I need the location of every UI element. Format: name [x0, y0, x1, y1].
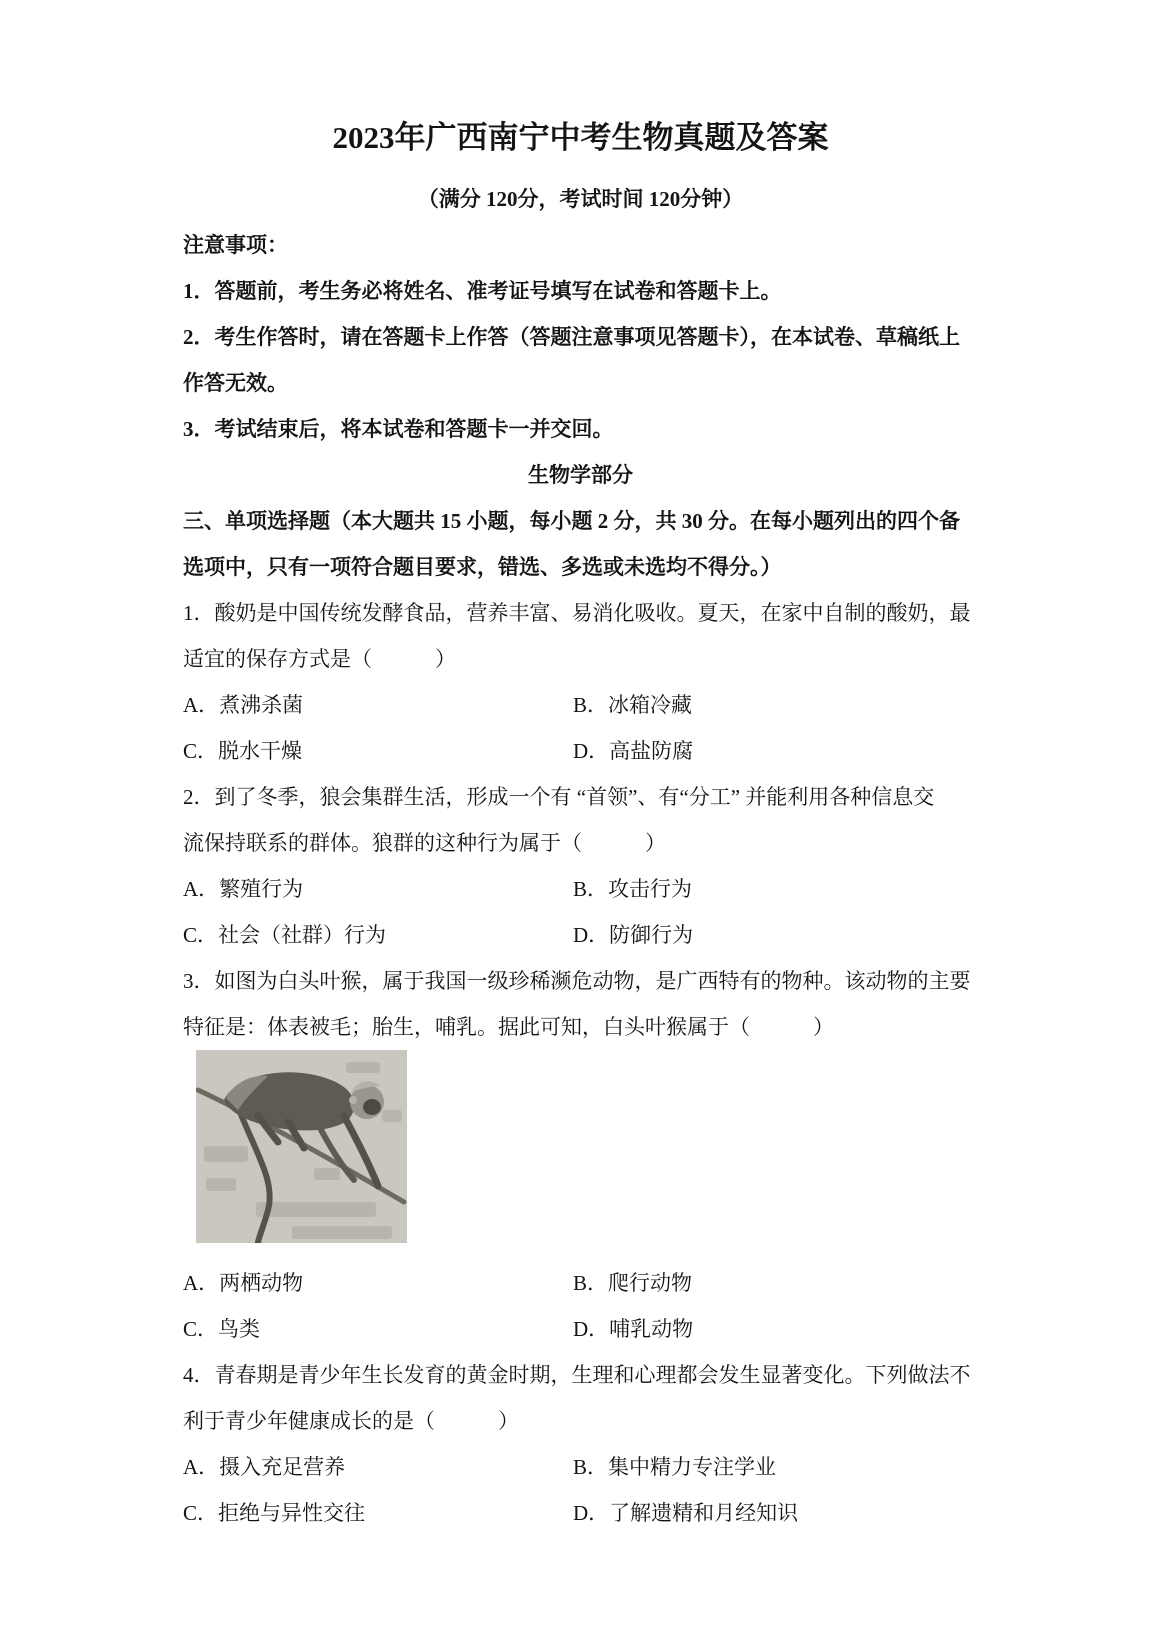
- question-2-option-C: C．社会（社群）行为: [183, 923, 387, 947]
- question-3-option-C: C．鸟类: [183, 1317, 261, 1341]
- document-subtitle: （满分 120分，考试时间 120分钟）: [417, 187, 744, 211]
- question-2-stem-line-1: 2．到了冬季，狼会集群生活，形成一个有 “首领”、有“分工” 并能利用各种信息交: [183, 785, 935, 809]
- question-3-stem-line-1: 3．如图为白头叶猴，属于我国一级珍稀濒危动物，是广西特有的物种。该动物的主要: [183, 969, 971, 993]
- document-title: 2023年广西南宁中考生物真题及答案: [332, 120, 829, 155]
- question-4-option-row: [183, 1444, 978, 1490]
- question-1: [183, 590, 978, 774]
- question-3-option-row: [183, 1260, 978, 1306]
- question-1-option-row: [183, 728, 978, 774]
- question-2-option-A: A．繁殖行为: [183, 877, 304, 901]
- notice-line-2-continued: 作答无效。: [183, 371, 288, 395]
- section-intro-line-1: 三、单项选择题（本大题共 15 小题，每小题 2 分，共 30 分。在每小题列出的四个备: [183, 509, 960, 533]
- langur-photo: [196, 1050, 407, 1243]
- question-4: [183, 1352, 978, 1536]
- question-2: [183, 774, 978, 958]
- question-1-option-D: D．高盐防腐: [573, 739, 694, 763]
- question-3-option-row: [183, 1306, 978, 1352]
- section-heading: 生物学部分: [528, 463, 633, 487]
- question-4-option-C: C．拒绝与异性交往: [183, 1501, 366, 1525]
- question-2-option-D: D．防御行为: [573, 923, 694, 947]
- question-2-option-B: B．攻击行为: [573, 877, 693, 901]
- question-2-option-row: [183, 912, 978, 958]
- question-4-option-B: B．集中精力专注学业: [573, 1455, 777, 1479]
- questions-list: [183, 590, 978, 1536]
- question-1-option-B: B．冰箱冷藏: [573, 693, 693, 717]
- question-4-stem-line-2: 利于青少年健康成长的是（ ）: [183, 1409, 519, 1433]
- question-1-option-C: C．脱水干燥: [183, 739, 303, 763]
- langur-photo-image: [196, 1050, 407, 1243]
- question-4-stem-line-1: 4．青春期是青少年生长发育的黄金时期，生理和心理都会发生显著变化。下列做法不: [183, 1363, 971, 1387]
- question-4-option-D: D．了解遗精和月经知识: [573, 1501, 799, 1525]
- question-2-stem-line-2: 流保持联系的群体。狼群的这种行为属于（ ）: [183, 831, 666, 855]
- section-intro-line-2: 选项中，只有一项符合题目要求，错选、多选或未选均不得分。）: [183, 555, 782, 579]
- question-1-option-A: A．煮沸杀菌: [183, 693, 304, 717]
- question-4-option-row: [183, 1490, 978, 1536]
- question-1-option-row: [183, 682, 978, 728]
- question-2-option-row: [183, 866, 978, 912]
- question-3-option-A: A．两栖动物: [183, 1271, 304, 1295]
- question-3-option-B: B．爬行动物: [573, 1271, 693, 1295]
- notice-line-2: 2．考生作答时，请在答题卡上作答（答题注意事项见答题卡），在本试卷、草稿纸上: [183, 325, 960, 349]
- question-3: [183, 958, 978, 1352]
- question-1-stem-line-1: 1．酸奶是中国传统发酵食品，营养丰富、易消化吸收。夏天，在家中自制的酸奶，最: [183, 601, 971, 625]
- question-3-stem-line-2: 特征是：体表被毛；胎生，哺乳。据此可知，白头叶猴属于（ ）: [183, 1015, 834, 1039]
- question-4-option-A: A．摄入充足营养: [183, 1455, 346, 1479]
- notice-line-1: 1．答题前，考生务必将姓名、准考证号填写在试卷和答题卡上。: [183, 279, 782, 303]
- question-3-option-D: D．哺乳动物: [573, 1317, 694, 1341]
- notice-line-3: 3．考试结束后，将本试卷和答题卡一并交回。: [183, 417, 614, 441]
- question-1-stem-line-2: 适宜的保存方式是（ ）: [183, 647, 456, 671]
- notice-heading: 注意事项：: [183, 233, 288, 257]
